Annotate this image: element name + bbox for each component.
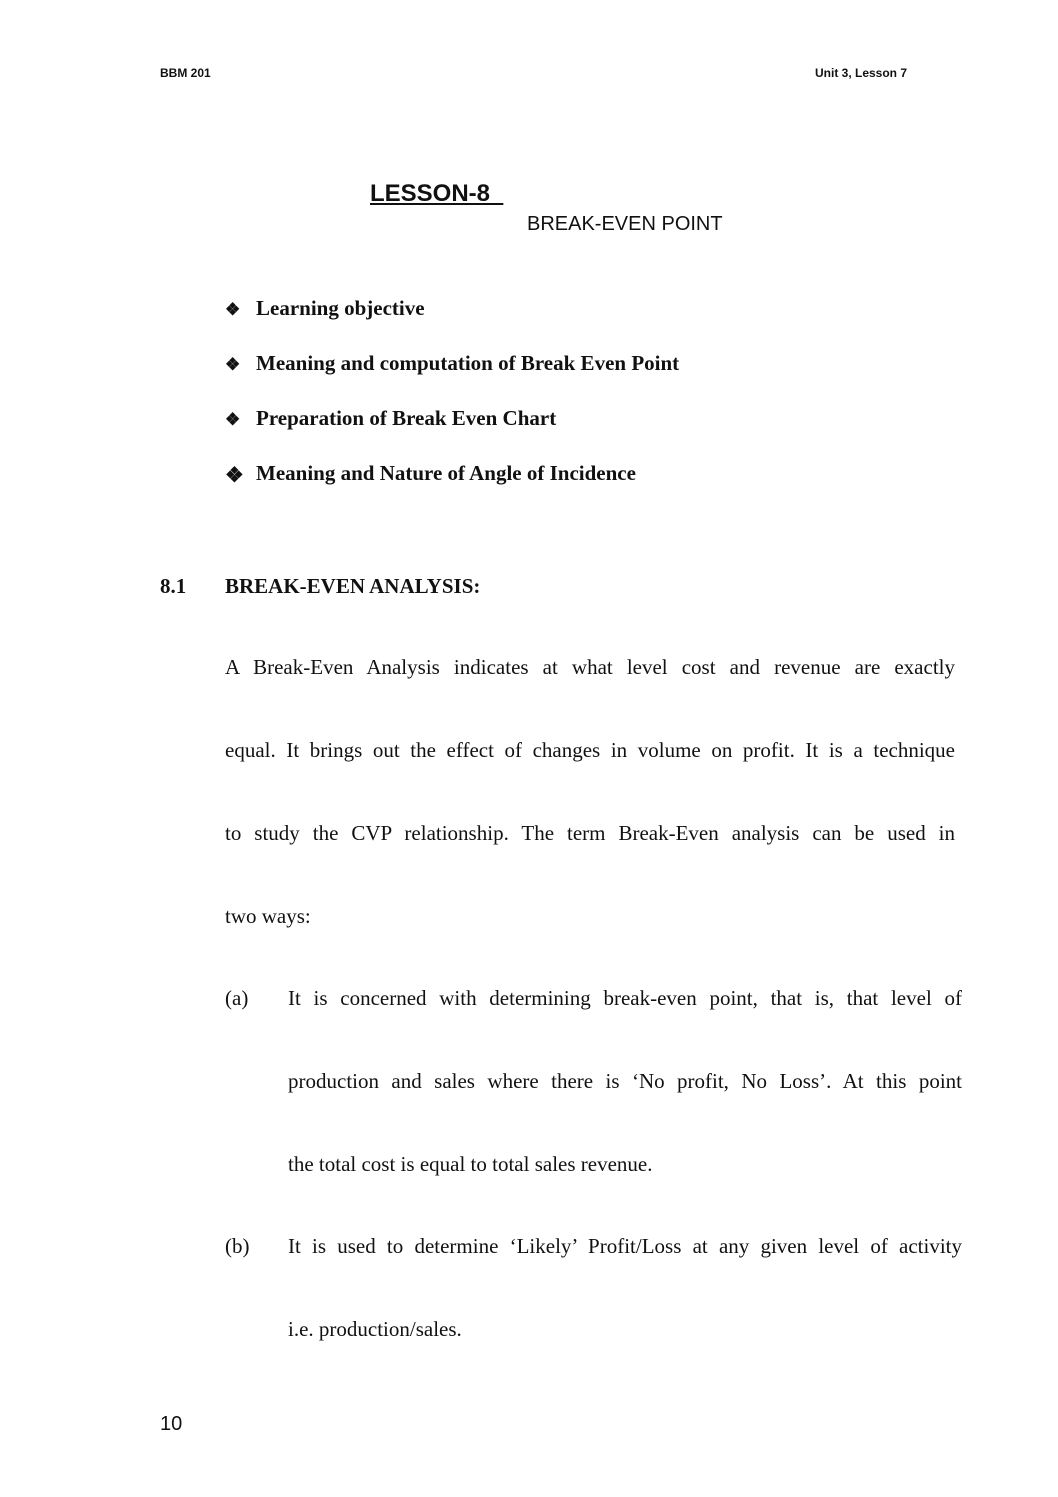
- list-item-line: It is used to determine ‘Likely’ Profit/Loss at any given level of activity: [288, 1234, 962, 1258]
- header-course-code: BBM 201: [160, 66, 211, 80]
- objective-label: Meaning and computation of Break Even Point: [256, 351, 680, 375]
- list-item-line: i.e. production/sales.: [288, 1317, 462, 1341]
- objectives-list: [225, 296, 679, 516]
- objective-item: [225, 296, 679, 351]
- list-item-line: the total cost is equal to total sales revenue.: [288, 1152, 653, 1176]
- lesson-title: LESSON-8: [370, 180, 504, 207]
- objective-item: [225, 461, 679, 516]
- diamond-bullet-icon: ❖: [225, 410, 241, 429]
- paragraph-line: equal. It brings out the effect of changes in volume on profit. It is a technique: [225, 738, 955, 762]
- section-number: 8.1: [160, 574, 187, 598]
- objective-item: [225, 406, 679, 461]
- header-unit-lesson: Unit 3, Lesson 7: [815, 66, 908, 80]
- objective-label: Preparation of Break Even Chart: [256, 406, 557, 430]
- list-item-label: (a): [225, 986, 249, 1010]
- paragraph-line: to study the CVP relationship. The term Break-Even analysis can be used in: [225, 821, 955, 845]
- objective-item: [225, 351, 679, 406]
- list-item-label: (b): [225, 1234, 250, 1258]
- diamond-bullet-icon: ❖: [225, 355, 241, 374]
- paragraph-line: A Break-Even Analysis indicates at what level cost and revenue are exactly: [225, 655, 955, 679]
- objective-label: Learning objective: [256, 296, 425, 320]
- list-item-line: It is concerned with determining break-even point, that is, that level of: [288, 986, 962, 1010]
- section-heading: BREAK-EVEN ANALYSIS:: [225, 574, 481, 598]
- page-number: 10: [160, 1413, 183, 1435]
- paragraph-line: two ways:: [225, 904, 311, 928]
- diamond-bullet-icon: ❖: [225, 463, 244, 487]
- list-item-line: production and sales where there is ‘No profit, No Loss’. At this point: [288, 1069, 962, 1093]
- lesson-subtitle: BREAK-EVEN POINT: [527, 213, 723, 235]
- objective-label: Meaning and Nature of Angle of Incidence: [256, 461, 636, 485]
- diamond-bullet-icon: ❖: [225, 300, 241, 319]
